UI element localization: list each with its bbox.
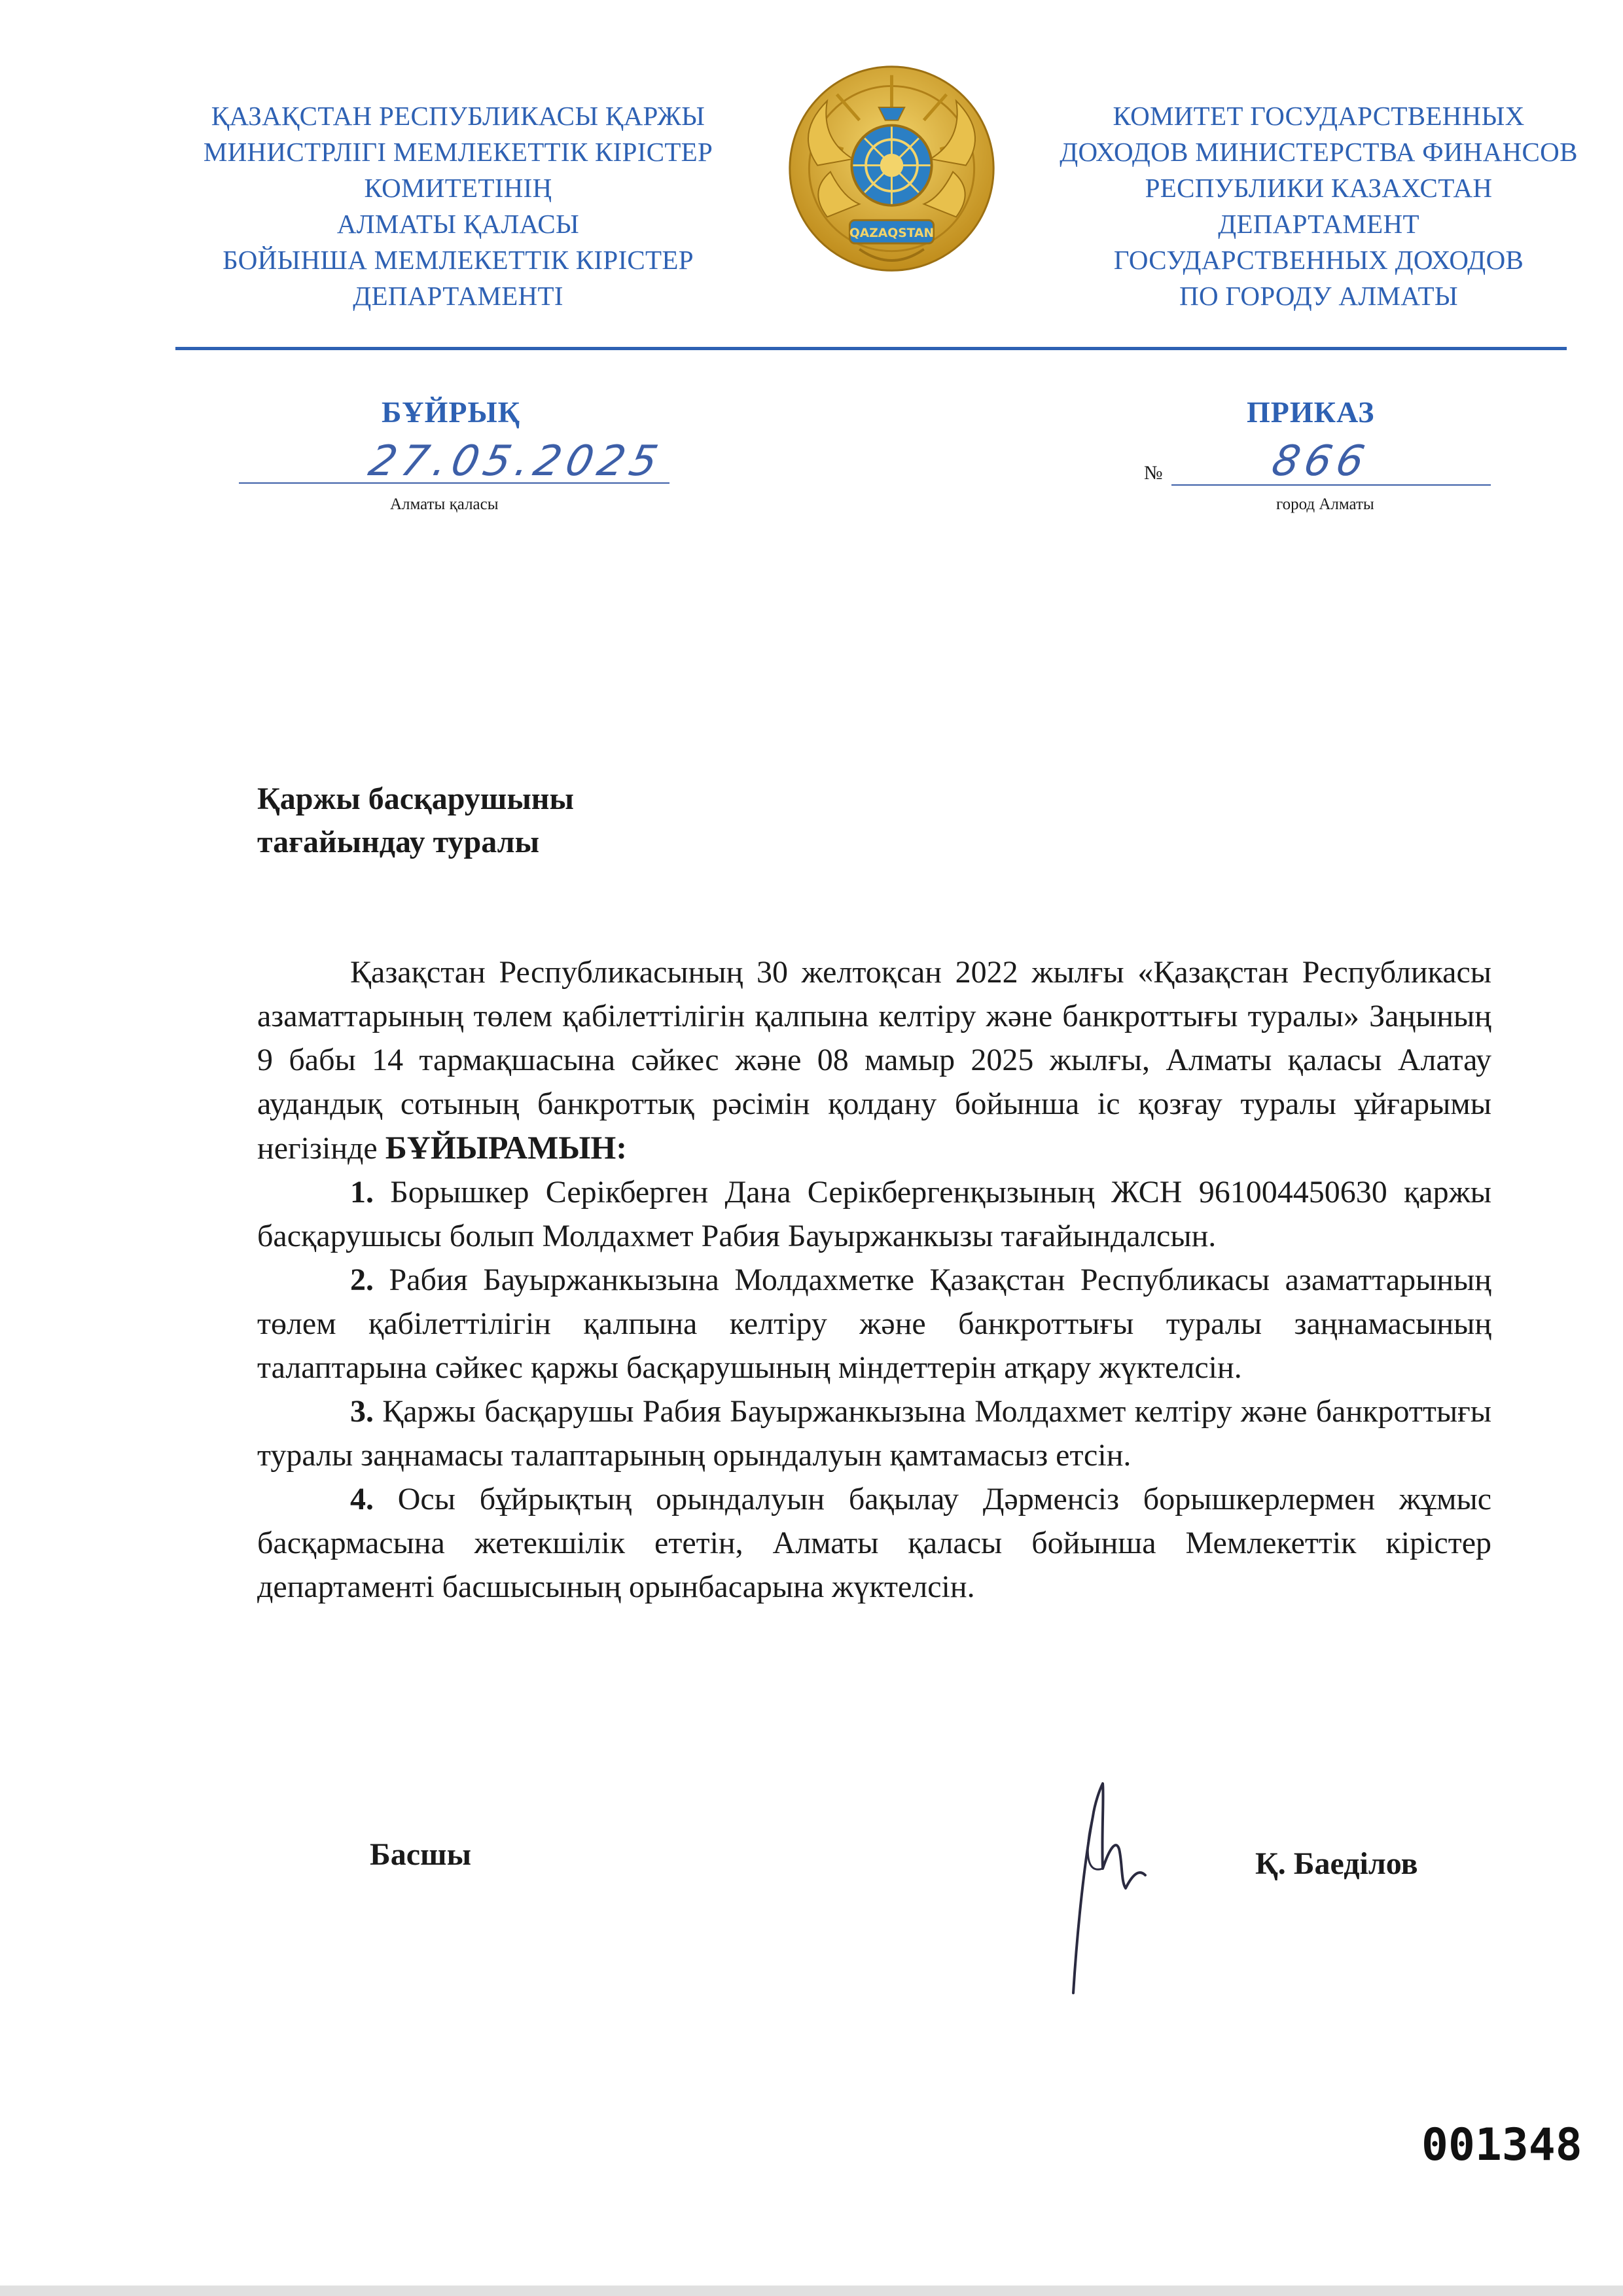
decree-colon: : xyxy=(616,1129,627,1166)
date-underline xyxy=(239,482,669,484)
header-right-line: ДЕПАРТАМЕНТ xyxy=(1218,209,1419,239)
item-number: 2. xyxy=(350,1263,374,1297)
order-subject xyxy=(257,778,574,864)
number-underline xyxy=(1171,484,1491,486)
item-number: 4. xyxy=(350,1482,374,1516)
header-left-kz xyxy=(137,98,779,314)
document-serial-number: 001348 xyxy=(1421,2119,1582,2171)
order-number: 866 xyxy=(1268,437,1374,486)
scan-edge xyxy=(0,2286,1623,2296)
order-item xyxy=(257,1258,1491,1390)
order-item xyxy=(257,1170,1491,1258)
header-left-line: МИНИСТРЛІГІ МЕМЛЕКЕТТІК КІРІСТЕР xyxy=(203,137,713,167)
number-sign: № xyxy=(1144,462,1163,484)
state-emblem-icon xyxy=(782,56,1001,288)
order-title-ru: ПРИКАЗ xyxy=(1247,395,1375,429)
subject-line: Қаржы басқарушыны xyxy=(257,781,574,816)
header-right-line: ПО ГОРОДУ АЛМАТЫ xyxy=(1179,281,1458,311)
order-item xyxy=(257,1390,1491,1477)
order-date: 27.05.2025 xyxy=(365,437,668,486)
header-left-line: КОМИТЕТІНІҢ xyxy=(364,173,552,203)
order-title-kz: БҰЙРЫҚ xyxy=(382,395,521,429)
header-left-line: ДЕПАРТАМЕНТІ xyxy=(353,281,563,311)
decree-word: БҰЙЫРАМЫН xyxy=(385,1129,616,1166)
item-text: Рабия Бауыржанкызына Молдахметке Қазақстан Республикасы азаматтарының төлем қабілеттілігін қалпына келтіру және банкроттығы туралы заңнамасының талаптарына сәйкес қаржы басқарушының міндеттерін атқару жүктелсін. xyxy=(257,1263,1491,1385)
header-left-line: БОЙЫНША МЕМЛЕКЕТТІК КІРІСТЕР xyxy=(223,245,694,275)
header-right-line: ДОХОДОВ МИНИСТЕРСТВА ФИНАНСОВ xyxy=(1060,137,1578,167)
preamble-paragraph xyxy=(257,950,1491,1170)
header-divider xyxy=(175,347,1567,350)
header-left-line: АЛМАТЫ ҚАЛАСЫ xyxy=(336,209,580,239)
order-item xyxy=(257,1477,1491,1609)
handwritten-signature xyxy=(1011,1777,1181,2013)
preamble-text: Қазақстан Республикасының 30 желтоқсан 2022 жылғы «Қазақстан Республикасы азаматтарының төлем қабілеттілігін қалпына келтіру және банкроттығы туралы» Заңының 9 бабы 14 тармақшасына сәйкес және 08 мамыр 2025 жылғы, Алматы қаласы Алатау аудандық сотының банкроттық рәсімін қолдану бойынша іс қозғау туралы ұйғарымы негізінде xyxy=(257,955,1491,1166)
item-text: Осы бұйрықтың орындалуын бақылау Дәрменсіз борышкерлермен жұмыс басқармасына жетекшілік ететін, Алматы қаласы бойынша Мемлекеттік кірістер департаменті басшысының орынбасарына жүктелсін. xyxy=(257,1482,1491,1604)
city-kz: Алматы қаласы xyxy=(390,495,499,513)
item-number: 1. xyxy=(350,1175,374,1210)
item-text: Борышкер Серікберген Дана Серікбергенқызының ЖСН 961004450630 қаржы басқарушысы болып Молдахмет Рабия Бауыржанкызы тағайындалсын. xyxy=(257,1175,1491,1253)
item-text: Қаржы басқарушы Рабия Бауыржанкызына Молдахмет келтіру және банкроттығы туралы заңнамасы талаптарының орындалуын қамтамасыз етсін. xyxy=(257,1394,1491,1473)
item-number: 3. xyxy=(350,1394,374,1429)
subject-line: тағайындау туралы xyxy=(257,825,540,859)
city-ru: город Алматы xyxy=(1276,495,1374,513)
header-right-ru xyxy=(1008,98,1623,314)
order-body xyxy=(257,950,1491,1609)
header-right-line: ГОСУДАРСТВЕННЫХ ДОХОДОВ xyxy=(1113,245,1524,275)
signatory-position: Басшы xyxy=(370,1837,472,1872)
header-right-line: РЕСПУБЛИКИ КАЗАХСТАН xyxy=(1145,173,1493,203)
emblem-label: QAZAQSTAN xyxy=(849,226,935,241)
header-right-line: КОМИТЕТ ГОСУДАРСТВЕННЫХ xyxy=(1113,101,1525,131)
header-left-line: ҚАЗАҚСТАН РЕСПУБЛИКАСЫ ҚАРЖЫ xyxy=(211,101,705,131)
signatory-name: Қ. Баеділов xyxy=(1255,1846,1418,1881)
